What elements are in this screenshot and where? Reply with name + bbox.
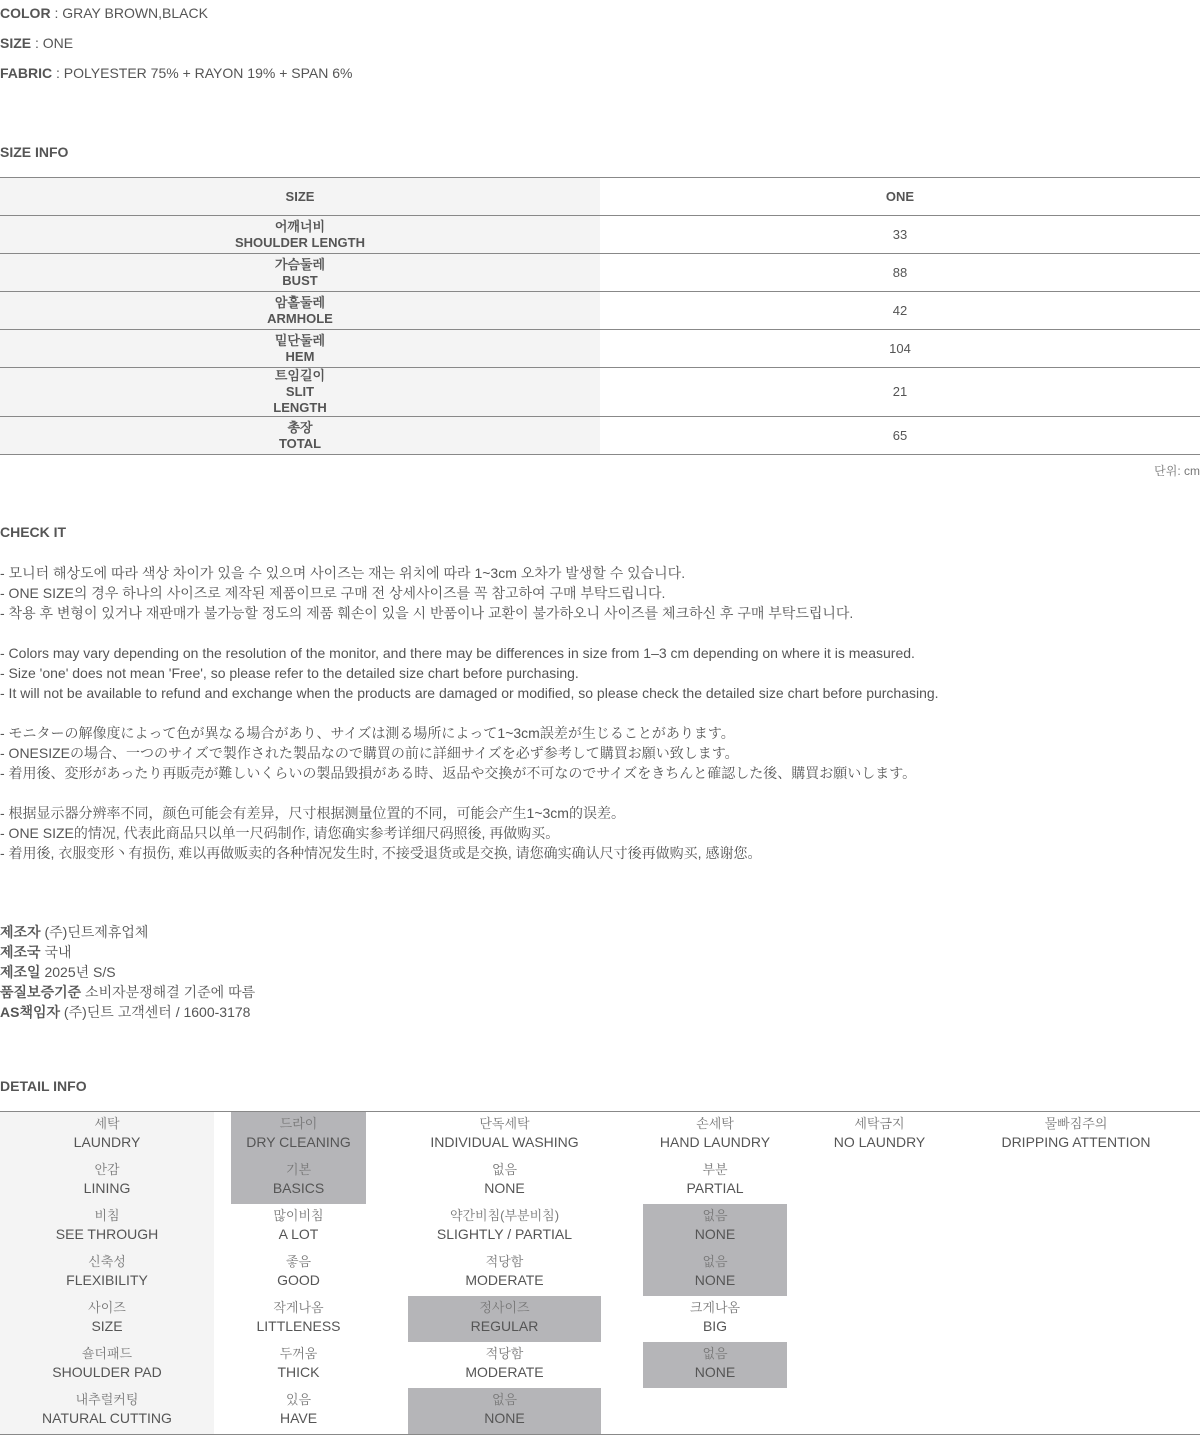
option-ko: 적당함 bbox=[485, 1254, 524, 1269]
option-ko: 정사이즈 bbox=[479, 1300, 530, 1315]
detail-label-en: SIZE bbox=[91, 1318, 123, 1334]
label-en: HEM bbox=[285, 348, 315, 364]
option-en: BIG bbox=[702, 1318, 728, 1334]
size-row-value: 65 bbox=[892, 427, 908, 443]
option-en: INDIVIDUAL WASHING bbox=[430, 1134, 579, 1150]
option-ko: 있음 bbox=[285, 1392, 312, 1407]
size-header-value: ONE bbox=[885, 188, 915, 204]
color-label: COLOR bbox=[0, 5, 51, 21]
detail-row-label bbox=[0, 1296, 214, 1342]
detail-option-selected bbox=[231, 1158, 366, 1204]
detail-option bbox=[231, 1342, 366, 1388]
fabric-value: : POLYESTER 75% + RAYON 19% + SPAN 6% bbox=[52, 65, 353, 81]
option-ko: 작게나옴 bbox=[273, 1300, 324, 1315]
size-header-label: SIZE bbox=[0, 178, 600, 216]
option-en: THICK bbox=[277, 1364, 320, 1380]
size-table-header bbox=[0, 178, 1200, 216]
warranty-value: 소비자분쟁해결 기준에 따름 bbox=[81, 984, 256, 1000]
warranty-label: 품질보증기준 bbox=[0, 984, 82, 1000]
date-label: 제조일 bbox=[0, 964, 41, 980]
label-ko: 암홀둘레 bbox=[274, 294, 326, 310]
label-en-2: LENGTH bbox=[273, 400, 327, 415]
detail-option bbox=[408, 1250, 601, 1296]
option-en: SLIGHTLY / PARTIAL bbox=[436, 1226, 573, 1242]
size-info-title: SIZE INFO bbox=[0, 144, 69, 160]
option-ko: 좋음 bbox=[285, 1254, 312, 1269]
option-en: NONE bbox=[694, 1226, 736, 1242]
label-en: SLIT bbox=[285, 384, 315, 399]
option-ko: 두꺼움 bbox=[279, 1346, 318, 1361]
option-en: NONE bbox=[484, 1410, 525, 1426]
size-row-armhole bbox=[0, 292, 1200, 330]
size-row-value: 88 bbox=[892, 264, 908, 280]
option-en: LITTLENESS bbox=[256, 1318, 341, 1334]
option-en: PARTIAL bbox=[686, 1180, 744, 1196]
detail-row-label bbox=[0, 1250, 214, 1296]
unit-note: 단위: cm bbox=[1154, 464, 1200, 478]
detail-option bbox=[408, 1204, 601, 1250]
option-ko: 없음 bbox=[702, 1254, 728, 1269]
option-ko: 적당함 bbox=[485, 1346, 524, 1361]
label-en: TOTAL bbox=[278, 435, 322, 451]
detail-label-en: SHOULDER PAD bbox=[52, 1364, 162, 1380]
option-ko: 부분 bbox=[702, 1162, 728, 1177]
size-row-label bbox=[0, 417, 600, 455]
size-row-value: 42 bbox=[892, 302, 908, 318]
option-ko: 많이비침 bbox=[273, 1208, 324, 1223]
detail-option bbox=[643, 1158, 787, 1204]
label-ko: 밑단둘레 bbox=[274, 332, 326, 348]
size-row-label bbox=[0, 368, 600, 417]
size-label: SIZE bbox=[0, 35, 32, 51]
color-value: : GRAY BROWN,BLACK bbox=[50, 5, 208, 21]
option-en: GOOD bbox=[277, 1272, 320, 1288]
detail-label-en: NATURAL CUTTING bbox=[42, 1410, 172, 1426]
option-en: NONE bbox=[694, 1272, 736, 1288]
size-value: : ONE bbox=[31, 35, 74, 51]
detail-label-ko: 사이즈 bbox=[88, 1300, 126, 1315]
detail-label-en: SEE THROUGH bbox=[55, 1226, 159, 1242]
detail-option bbox=[972, 1112, 1180, 1158]
detail-label-ko: 내추럴커팅 bbox=[75, 1392, 139, 1407]
size-row-hem bbox=[0, 330, 1200, 368]
as-row bbox=[0, 1002, 255, 1022]
detail-row-label bbox=[0, 1342, 214, 1388]
check-it-notes: - 모니터 해상도에 따라 색상 차이가 있을 수 있으며 사이즈는 재는 위치에 따라 1~3cm 오차가 발생할 수 있습니다. - ONE SIZE의 경우 하나의 사이즈로 제작된 제품이므로 구매 전 상세사이즈를 꼭 참고하여 구매 부탁드립니다. - 착용 후 변형이 있거나 재판매가 불가능할 정도의 제품 훼손이 있을 시 반품이나 교환이 불가하오니 사이즈를 체크하신 후 구매 부탁드립니다. - Colors may vary depending on the resolution of the monitor, and there may be differences in size from 1–3 cm depending on where it is measured. - Size 'one' does not mean 'Free', so please refer to the detailed size chart before purchasing. - It will not be available to refund and exchange when the products are damaged or modified, so please check the detailed size chart before purchasing. - モニターの解像度によって色が異なる場合があり、サイズは測る場所によって1~3cm誤差が生じることがあります。 - ONESIZEの場合、一つのサイズで製作された製品なので購買の前に詳細サイズを必ず参考して購買お願い致します。 - 着用後、変形があったり再販売が難しいくらいの製品毀損がある時、返品や交換が不可なのでサイズをきちんと確認した後、購買お願いします。 - 根据显示器分辨率不同，颜色可能会有差异，尺寸根据测量位置的不同，可能会产生1~3cm的误差。 - ONE SIZE的情况, 代表此商品只以单一尺码制作, 请您确实参考详细尺码照後, 再做购买。 - 着用後, 衣服变形丶有损伤, 难以再做贩卖的各种情况发生时, 不接受退货或是交换, 请您确实确认尺寸後再做购买, 感谢您。 bbox=[0, 565, 939, 861]
label-en: SHOULDER LENGTH bbox=[235, 234, 365, 250]
maker-label: 제조자 bbox=[0, 924, 41, 940]
detail-option bbox=[408, 1158, 601, 1204]
label-en: BUST bbox=[282, 272, 318, 288]
option-ko: 세탁금지 bbox=[854, 1116, 905, 1131]
detail-row-label bbox=[0, 1388, 214, 1434]
size-row-slit bbox=[0, 368, 1200, 417]
detail-option-selected bbox=[408, 1388, 601, 1434]
option-ko: 물빠짐주의 bbox=[1044, 1116, 1108, 1131]
label-ko: 가슴둘레 bbox=[274, 256, 326, 272]
detail-option bbox=[231, 1204, 366, 1250]
date-value: 2025년 S/S bbox=[40, 964, 116, 980]
size-row-label bbox=[0, 254, 600, 292]
option-en: HAVE bbox=[279, 1410, 318, 1426]
origin-label: 제조국 bbox=[0, 944, 41, 960]
label-ko: 트임길이 bbox=[274, 368, 326, 383]
option-en: MODERATE bbox=[465, 1272, 544, 1288]
date-row bbox=[0, 962, 255, 982]
label-ko: 총장 bbox=[287, 419, 313, 435]
option-en: A LOT bbox=[278, 1226, 319, 1242]
fabric-label: FABRIC bbox=[0, 65, 53, 81]
option-ko: 손세탁 bbox=[696, 1116, 734, 1131]
option-ko: 없음 bbox=[491, 1392, 518, 1407]
detail-row-label bbox=[0, 1112, 214, 1158]
size-row-label bbox=[0, 330, 600, 368]
option-en: NONE bbox=[694, 1364, 736, 1380]
fabric-spec bbox=[0, 65, 352, 81]
size-row-value: 104 bbox=[889, 340, 911, 356]
option-ko: 크게나옴 bbox=[689, 1300, 741, 1315]
as-value: (주)딘트 고객센터 / 1600-3178 bbox=[60, 1004, 251, 1020]
option-ko: 없음 bbox=[702, 1208, 728, 1223]
size-row-value: 33 bbox=[892, 226, 908, 242]
detail-label-en: LINING bbox=[83, 1180, 131, 1196]
origin-row bbox=[0, 942, 255, 962]
check-it-title: CHECK IT bbox=[0, 524, 67, 540]
option-ko: 없음 bbox=[491, 1162, 518, 1177]
maker-info bbox=[0, 922, 255, 1022]
detail-label-en: FLEXIBILITY bbox=[66, 1272, 148, 1288]
detail-option-selected bbox=[408, 1296, 601, 1342]
detail-grid bbox=[0, 1111, 1200, 1435]
option-ko: 약간비침(부분비침) bbox=[449, 1208, 560, 1223]
as-label: AS책임자 bbox=[0, 1004, 61, 1020]
detail-option bbox=[787, 1112, 972, 1158]
detail-label-en: LAUNDRY bbox=[73, 1134, 141, 1150]
option-ko: 단독세탁 bbox=[479, 1116, 530, 1131]
detail-option bbox=[408, 1112, 601, 1158]
detail-option-selected bbox=[643, 1342, 787, 1388]
warranty-row bbox=[0, 982, 255, 1002]
detail-option-selected bbox=[643, 1204, 787, 1250]
detail-row-label bbox=[0, 1204, 214, 1250]
option-en: REGULAR bbox=[470, 1318, 539, 1334]
detail-label-ko: 세탁 bbox=[94, 1116, 120, 1131]
size-row-value: 21 bbox=[892, 384, 908, 399]
detail-option-selected bbox=[643, 1250, 787, 1296]
detail-option bbox=[231, 1296, 366, 1342]
detail-option-selected bbox=[231, 1112, 366, 1158]
size-row-label bbox=[0, 216, 600, 254]
detail-row-label bbox=[0, 1158, 214, 1204]
option-ko: 드라이 bbox=[279, 1116, 318, 1131]
detail-label-ko: 안감 bbox=[94, 1162, 120, 1177]
size-row-shoulder bbox=[0, 216, 1200, 254]
option-en: NONE bbox=[484, 1180, 525, 1196]
label-ko: 어깨너비 bbox=[274, 218, 326, 234]
option-en: BASICS bbox=[272, 1180, 325, 1196]
option-en: NO LAUNDRY bbox=[833, 1134, 926, 1150]
origin-value: 국내 bbox=[40, 944, 72, 960]
option-en: DRIPPING ATTENTION bbox=[1001, 1134, 1151, 1150]
maker-row bbox=[0, 922, 255, 942]
option-en: MODERATE bbox=[465, 1364, 544, 1380]
option-en: HAND LAUNDRY bbox=[659, 1134, 771, 1150]
detail-option bbox=[643, 1296, 787, 1342]
color-spec bbox=[0, 5, 208, 21]
detail-option bbox=[408, 1342, 601, 1388]
option-ko: 없음 bbox=[702, 1346, 728, 1361]
size-row-bust bbox=[0, 254, 1200, 292]
size-row-label bbox=[0, 292, 600, 330]
size-spec bbox=[0, 35, 73, 51]
option-en: DRY CLEANING bbox=[246, 1134, 351, 1150]
size-row-total bbox=[0, 417, 1200, 455]
size-table bbox=[0, 177, 1200, 455]
detail-label-ko: 신축성 bbox=[88, 1254, 126, 1269]
detail-option bbox=[231, 1388, 366, 1434]
detail-info-title: DETAIL INFO bbox=[0, 1078, 87, 1094]
detail-label-ko: 숄더패드 bbox=[81, 1346, 133, 1361]
label-en: ARMHOLE bbox=[267, 310, 333, 326]
maker-value: (주)딘트제휴업체 bbox=[40, 924, 149, 940]
option-ko: 기본 bbox=[285, 1162, 312, 1177]
detail-option bbox=[643, 1112, 787, 1158]
detail-option bbox=[231, 1250, 366, 1296]
detail-label-ko: 비침 bbox=[94, 1208, 120, 1223]
